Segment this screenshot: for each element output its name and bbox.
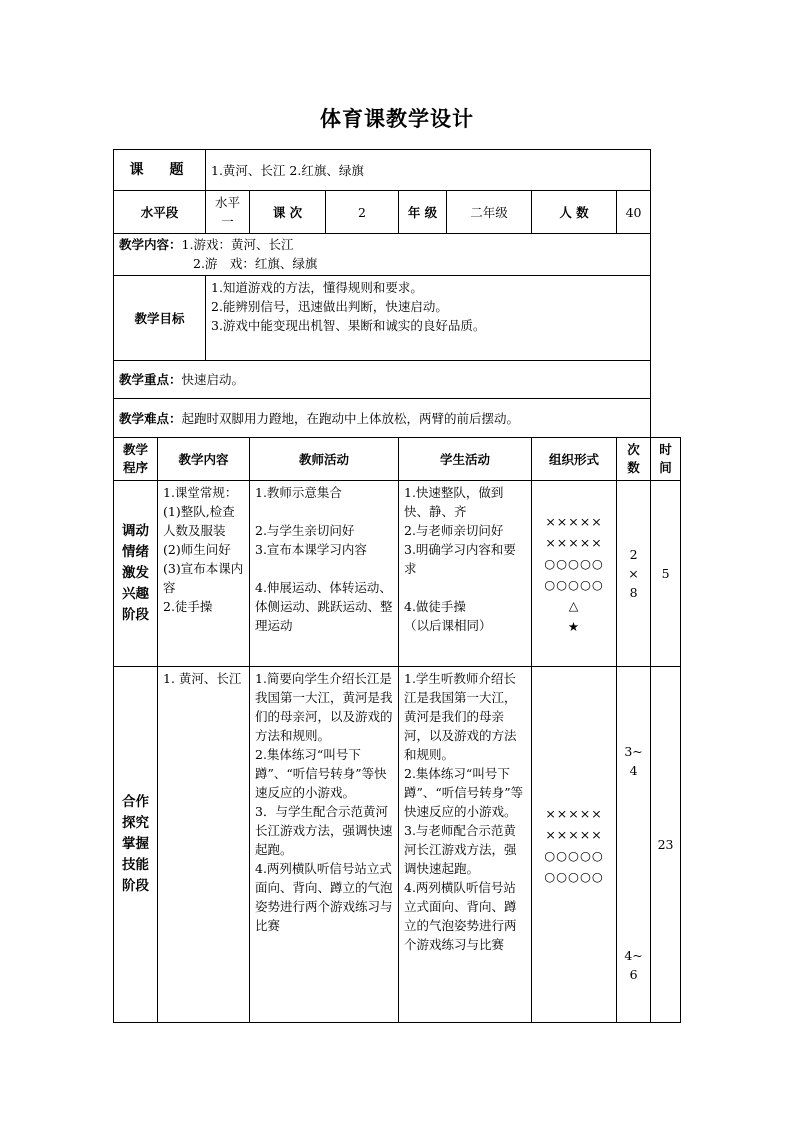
count-label: 人 数	[532, 191, 617, 234]
level-value: 水平一	[206, 191, 250, 234]
topic-row	[114, 150, 681, 191]
level-label: 水平段	[114, 191, 206, 234]
goals-label: 教学目标	[114, 276, 206, 361]
stage-times-b: 4~ 6	[624, 948, 643, 982]
stage-student-activity: 1.学生听教师介绍长江是我国第一大江，黄河是我们的母亲河，以及游戏的方法和规则。 2.集体练习“叫号下蹲”、“听信号转身”等快速反应的小游戏。 3.与老师配合示范黄河长江游戏方法，强调快速起跑。 4.两列横队听信号站立式面向、背向、蹲立的气泡姿势进行两个游戏练习与比赛	[399, 667, 532, 1023]
key-point-cell	[114, 361, 651, 399]
col-org-header: 组织形式	[532, 438, 617, 481]
stage-times	[617, 667, 651, 1023]
count-value: 40	[617, 191, 651, 234]
col-order-header: 教学 程序	[114, 438, 158, 481]
topic-label: 课 题	[114, 150, 206, 191]
col-duration-header: 时 间	[651, 438, 681, 481]
key-point-label: 教学重点：	[119, 372, 182, 387]
stage-content: 1.课堂常规： (1)整队,检查人数及服装 (2)师生问好 (3)宣布本课内容 2.徒手操	[158, 481, 250, 667]
content-line-2: 2.游 戏：红旗、绿旗	[193, 256, 318, 271]
grade-label: 年 级	[399, 191, 447, 234]
topic-value: 1.黄河、长江 2.红旗、绿旗	[206, 150, 651, 191]
goals-text: 1.知道游戏的方法，懂得规则和要求。 2.能辨别信号，迅速做出判断，快速启动。 3.游戏中能变现出机智、果断和诚实的良好品质。	[206, 276, 651, 361]
stage-row-warmup	[114, 481, 681, 667]
stage-content: 1. 黄河、长江	[158, 667, 250, 1023]
stage-times: 2 × 8	[617, 481, 651, 667]
content-cell	[114, 234, 651, 276]
stage-student-activity: 1.快速整队，做到快、静、齐 2.与老师亲切问好 3.明确学习内容和要求 4.做徒手操 （以后课相同）	[399, 481, 532, 667]
formation-diagram: ××××× ××××× ○○○○○ ○○○○○ △ ★	[532, 481, 617, 667]
difficulty-cell	[114, 399, 651, 438]
difficulty-text: 起跑时双脚用力蹬地，在跑动中上体放松，两臂的前后摆动。	[181, 410, 520, 426]
stage-name: 调动 情绪 激发 兴趣 阶段	[114, 481, 158, 667]
stage-teacher-activity: 1.简要向学生介绍长江是我国第一大江，黄河是我们的母亲河，以及游戏的方法和规则。 2.集体练习“叫号下蹲”、“听信号转身”等快速反应的小游戏。 3．与学生配合示范黄河长江游戏方法，强调快速起跑。 4.两列横队听信号站立式面向、背向、蹲立的气泡姿势进行两个游戏练习与比赛	[250, 667, 399, 1023]
lesson-label: 课 次	[250, 191, 326, 234]
key-point-row	[114, 361, 681, 399]
col-student-header: 学生活动	[399, 438, 532, 481]
stage-name: 合作 探究 掌握 技能 阶段	[114, 667, 158, 1023]
content-row	[114, 234, 681, 276]
difficulty-label: 教学难点：	[119, 410, 182, 426]
col-teacher-header: 教师活动	[250, 438, 399, 481]
grade-value: 二年级	[447, 191, 532, 234]
key-point-text: 快速启动。	[181, 372, 245, 387]
col-times-header: 次 数	[617, 438, 651, 481]
col-content-header: 教学内容	[158, 438, 250, 481]
stage-duration: 5	[651, 481, 681, 667]
difficulty-row	[114, 399, 681, 438]
stage-teacher-activity: 1.教师示意集合 2.与学生亲切问好 3.宣布本课学习内容 4.伸展运动、体转运动、体侧运动、跳跃运动、整理运动	[250, 481, 399, 667]
goals-row	[114, 276, 681, 361]
content-label: 教学内容：	[119, 237, 182, 252]
info-row	[114, 191, 681, 234]
formation-diagram: ××××× ××××× ○○○○○ ○○○○○	[532, 667, 617, 1023]
lesson-plan-table	[113, 149, 681, 1023]
column-header-row	[114, 438, 681, 481]
page-title: 体育课教学设计	[320, 106, 474, 131]
stage-duration: 23	[651, 667, 681, 1023]
stage-row-practice	[114, 667, 681, 1023]
content-line-1: 1.游戏：黄河、长江	[181, 237, 294, 252]
stage-times-a: 3~ 4	[624, 744, 643, 778]
lesson-value: 2	[326, 191, 399, 234]
